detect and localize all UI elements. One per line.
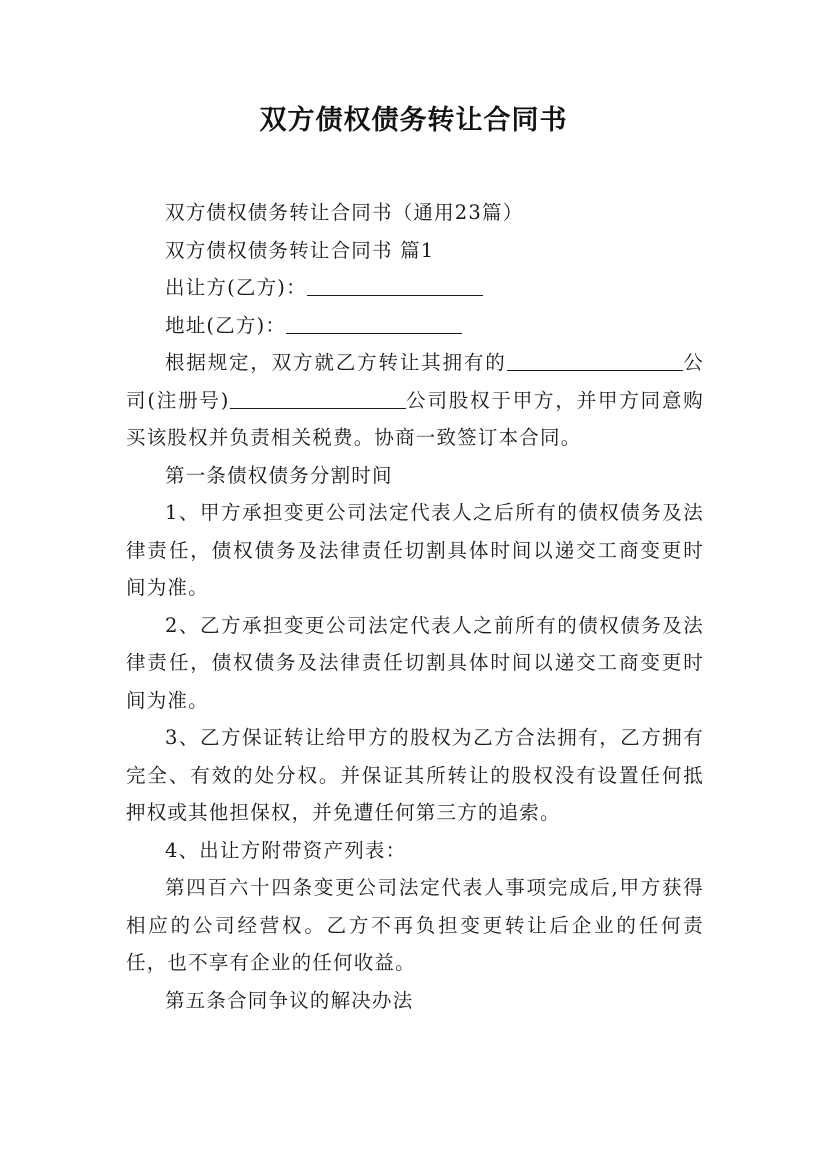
registration-number-blank [230,388,406,409]
paragraph-subtitle: 双方债权债务转让合同书（通用23篇） [165,201,524,224]
preamble-part-1: 根据规定，双方就乙方转让其拥有的 [165,351,507,374]
document-title: 双方债权债务转让合同书 [259,105,568,136]
paragraph-transferor [126,269,704,307]
paragraph-preamble [126,344,704,457]
transferor-label: 出让方(乙方)： [165,276,307,299]
paragraph-clause-1: 1、甲方承担变更公司法定代表人之后所有的债权债务及法律责任，债权债务及法律责任切割具体时间以递交工商变更时间为准。 [126,501,704,599]
paragraph-clause-4: 4、出让方附带资产列表： [165,838,407,862]
preamble-part-2: 公司(注册号) [126,351,705,412]
preamble-part-3: 公司股权于甲方，并甲方同意购买该股权并负责相关税费。协商一致签订本合同。 [126,388,704,449]
paragraph-clause-2: 2、乙方承担变更公司法定代表人之前所有的债权债务及法律责任，债权债务及法律责任切割具体时间以递交工商变更时间为准。 [126,613,704,712]
transferor-blank [307,276,483,297]
paragraph-section-heading: 双方债权债务转让合同书 篇1 [165,238,435,262]
paragraph-article-5: 第五条合同争议的解决办法 [165,988,414,1012]
address-blank [286,313,462,334]
paragraph-address [126,307,704,345]
paragraph-article-464: 第四百六十四条变更公司法定代表人事项完成后,甲方获得相应的公司经营权。乙方不再负担变更转让后企业的任何责任，也不享有企业的任何收益。 [126,876,704,974]
paragraph-article-1: 第一条债权债务分割时间 [165,463,393,487]
paragraph-clause-3: 3、乙方保证转让给甲方的股权为乙方合法拥有，乙方拥有完全、有效的处分权。并保证其所转让的股权没有设置任何抵押权或其他担保权，并免遭任何第三方的追索。 [126,726,704,824]
address-label: 地址(乙方)： [165,313,287,337]
company-name-blank [507,351,683,372]
document-body [126,194,704,1019]
